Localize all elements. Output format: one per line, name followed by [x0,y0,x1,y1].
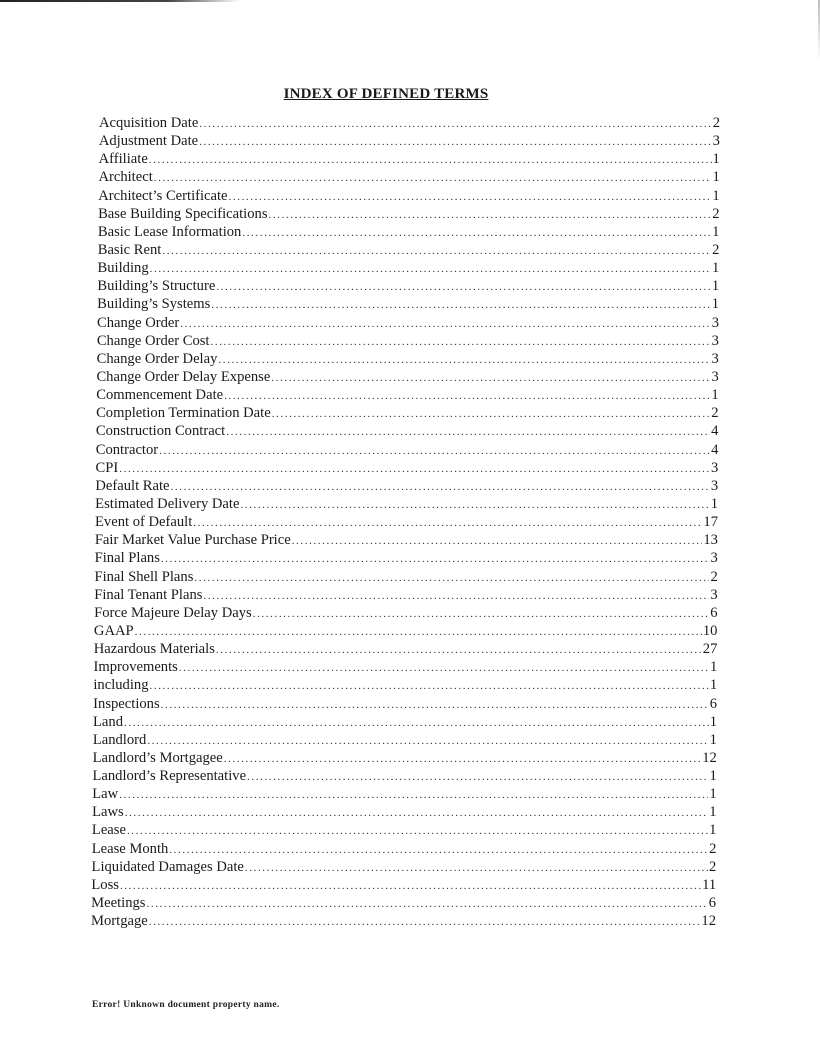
dot-leader [271,369,710,387]
index-term: Affiliate [98,151,148,168]
index-entry [0,495,820,513]
index-term: Architect’s Certificate [98,187,228,204]
index-term: Landlord [92,731,147,748]
dot-leader [247,768,708,786]
index-entry [0,676,820,694]
index-page-number: 1 [712,169,720,186]
index-page-number: 2 [712,115,720,131]
index-term: Hazardous Materials [93,641,215,658]
index-term: Change Order Delay [96,350,218,367]
dot-leader [218,351,710,369]
dot-leader [242,224,711,242]
dot-leader [245,859,708,877]
index-page-number: 1 [709,731,717,748]
dot-leader [154,169,712,187]
index-entry [0,259,820,277]
index-entry [0,114,820,132]
index-page-number: 4 [711,423,719,440]
index-entry [0,241,820,259]
index-page-number: 2 [711,405,719,422]
index-page-number: 4 [711,441,719,458]
index-term: Liquidated Damages Date [91,858,244,875]
index-page-number: 1 [709,768,717,785]
index-page-number: 1 [709,659,718,676]
index-entry [0,658,820,676]
index-page-number: 2 [712,241,720,258]
index-term: Architect [98,169,153,186]
dot-leader [216,641,702,659]
index-page-number: 10 [702,622,718,639]
index-page-number: 6 [709,695,718,712]
dot-leader [224,750,702,768]
index-term: Land [93,713,123,730]
index-term: Event of Default [95,514,193,531]
index-entry [0,295,820,313]
dot-leader [199,133,712,151]
index-entry [0,187,820,205]
dot-leader [125,804,709,822]
index-entry [0,586,820,604]
index-page-number: 3 [710,477,719,494]
index-entry [0,767,820,785]
index-term: Laws [92,804,124,821]
footer-error-text: Error! Unknown document property name. [92,1000,280,1010]
index-term: Completion Termination Date [96,405,271,422]
index-page-number: 1 [709,677,718,694]
index-page-number: 12 [701,913,716,930]
dot-leader [199,115,711,133]
index-term: Change Order Delay Expense [96,368,271,385]
index-term: Construction Contract [95,423,226,440]
index-term: Adjustment Date [98,133,199,150]
index-term: Change Order Cost [96,332,210,349]
index-page-number: 3 [711,314,719,331]
index-entry [0,223,820,241]
index-page-number: 3 [710,550,718,567]
dot-leader [149,151,712,169]
index-entry [0,749,820,767]
dot-leader [272,405,711,423]
index-entry [0,549,820,567]
index-page-number: 1 [709,804,717,821]
index-entry [0,894,820,912]
index-entry [0,368,820,386]
index-term: Final Plans [94,550,160,567]
index-entry [0,422,820,440]
dot-leader [147,732,708,750]
index-page-number: 1 [712,187,720,204]
index-entry [0,404,820,422]
index-term: Building [97,260,149,277]
dot-leader [224,387,710,405]
dot-leader [162,242,711,260]
dot-leader [253,605,710,623]
index-list [0,114,820,930]
index-entry [0,695,820,713]
dot-leader [124,714,709,732]
index-entry [0,277,820,295]
index-page-number: 17 [703,514,718,531]
index-page-number: 3 [710,586,718,603]
index-entry [0,459,820,477]
index-entry [0,332,820,350]
dot-leader [229,188,712,206]
dot-leader [169,841,708,859]
index-entry [0,840,820,858]
index-page-number: 3 [710,459,719,476]
index-page-number: 1 [712,151,720,168]
index-page-number: 1 [709,786,717,803]
index-term: Estimated Delivery Date [95,495,240,512]
index-term: Lease [91,822,126,839]
index-term: Contractor [95,441,159,458]
dot-leader [149,913,701,931]
index-entry [0,150,820,168]
index-page-number: 1 [711,260,720,277]
index-term: Basic Rent [97,241,162,258]
dot-leader [269,206,712,224]
index-term: GAAP [93,622,134,639]
dot-leader [180,315,710,333]
index-entry [0,803,820,821]
index-page-number: 1 [709,713,717,730]
index-entry [0,168,820,186]
dot-leader [150,260,711,278]
index-term: including [93,677,149,694]
dot-leader [203,587,709,605]
index-term: Building’s Systems [97,296,211,313]
dot-leader [216,278,711,296]
index-page-number: 12 [702,749,717,766]
index-entry [0,858,820,876]
index-page-number: 3 [711,350,719,367]
index-page-number: 6 [710,604,718,621]
index-entry [0,622,820,640]
index-term: CPI [95,459,119,476]
index-term: Final Shell Plans [94,568,194,585]
index-term: Default Rate [95,477,170,494]
index-term: Lease Month [91,840,169,857]
index-page-number: 3 [711,368,719,385]
index-entry [0,713,820,731]
index-term: Force Majeure Delay Days [94,604,252,621]
dot-leader [179,659,709,677]
index-page-number: 13 [703,532,718,549]
index-entry [0,441,820,459]
dot-leader [171,478,710,496]
dot-leader [150,677,709,695]
index-term: Base Building Specifications [98,205,268,222]
index-entry [0,821,820,839]
index-entry [0,731,820,749]
index-entry [0,912,820,930]
dot-leader [194,569,709,587]
index-page-number: 1 [711,278,720,295]
dot-leader [159,442,710,460]
index-page-number: 27 [702,641,718,658]
index-term: Acquisition Date [99,115,199,131]
index-page-number: 2 [708,858,717,875]
index-term: Loss [91,876,119,893]
index-term: Meetings [91,895,146,912]
index-page-number: 2 [710,568,718,585]
dot-leader [161,696,709,714]
index-page-number: 1 [711,296,720,313]
index-term: Basic Lease Information [97,223,242,240]
index-entry [0,386,820,404]
index-page-number: 3 [711,332,719,349]
dot-leader [292,532,703,550]
dot-leader [147,895,708,913]
index-term: Landlord’s Representative [92,768,247,785]
index-term: Change Order [97,314,180,331]
index-page-number: 11 [702,876,717,893]
index-entry [0,876,820,894]
dot-leader [193,514,702,532]
index-entry [0,604,820,622]
index-page-number: 1 [709,822,717,839]
index-term: Final Tenant Plans [94,586,203,603]
index-entry [0,314,820,332]
index-page-number: 3 [712,133,720,150]
index-entry [0,350,820,368]
index-page-number: 2 [709,840,717,857]
dot-leader [135,623,702,641]
index-term: Inspections [93,695,160,712]
index-term: Improvements [93,659,178,676]
index-term: Building’s Structure [97,278,216,295]
index-entry [0,132,820,150]
index-entry [0,205,820,223]
dot-leader [161,550,710,568]
dot-leader [226,423,710,441]
dot-leader [240,496,709,514]
page-title: INDEX OF DEFINED TERMS [283,86,489,102]
index-page-number: 2 [712,205,720,222]
dot-leader [119,786,708,804]
index-term: Landlord’s Mortgagee [92,749,223,766]
dot-leader [120,877,701,895]
index-term: Fair Market Value Purchase Price [94,532,291,549]
index-page-number: 6 [708,895,717,912]
index-entry [0,513,820,531]
index-entry [0,531,820,549]
index-entry [0,640,820,658]
index-entry [0,785,820,803]
index-term: Law [92,786,119,803]
index-entry [0,568,820,586]
dot-leader [127,822,708,840]
index-page-number: 1 [710,495,719,512]
index-term: Commencement Date [96,387,224,404]
dot-leader [211,296,711,314]
index-page-number: 1 [712,223,720,240]
dot-leader [211,333,711,351]
dot-leader [119,460,710,478]
index-page-number: 1 [711,387,719,404]
index-entry [0,477,820,495]
index-term: Mortgage [91,913,148,930]
